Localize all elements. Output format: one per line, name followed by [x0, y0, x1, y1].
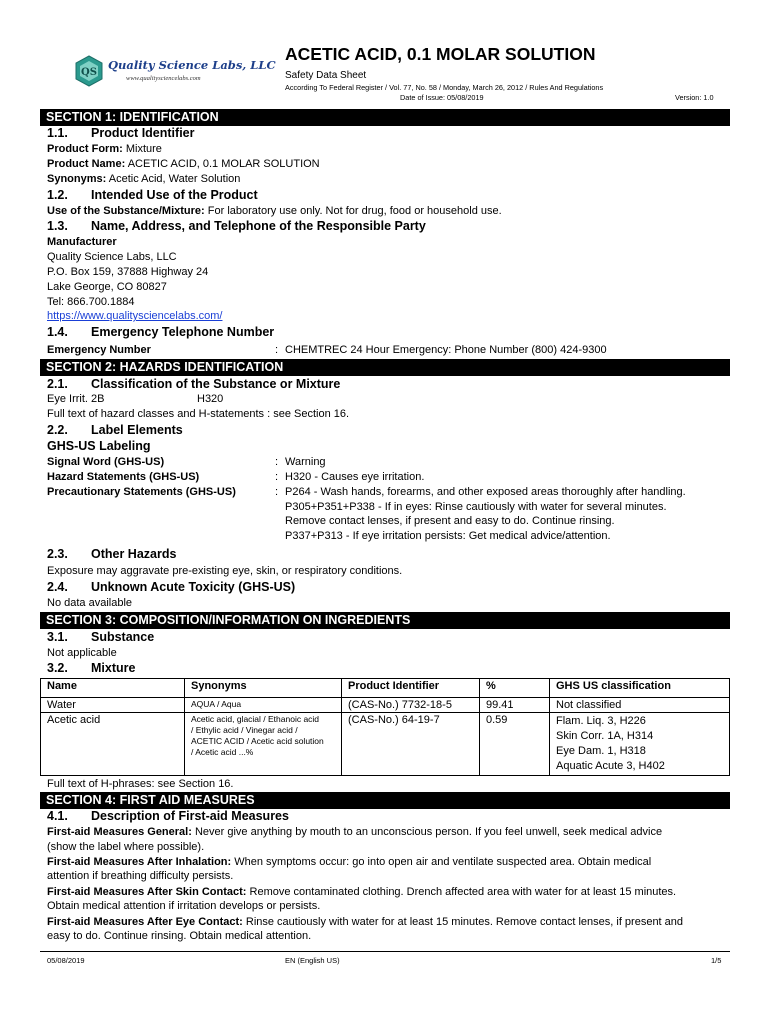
synonym-line: ACETIC ACID / Acetic acid solution [191, 736, 324, 746]
field-label: First-aid Measures After Eye Contact: [47, 916, 243, 928]
field-label: First-aid Measures After Skin Contact: [47, 886, 247, 898]
subsection-title: Product Identifier [91, 126, 195, 140]
cell-synonyms: AQUA / Aqua [185, 698, 342, 713]
cell-percent: 0.59 [480, 713, 550, 776]
product-name [47, 158, 320, 170]
subsection-2-2 [47, 423, 183, 437]
address-line-3: Lake George, CO 80827 [47, 281, 167, 293]
footer-language: EN (English US) [285, 956, 340, 965]
subsection-number: 2.4. [47, 580, 68, 594]
column-header: GHS US classification [550, 679, 730, 698]
subsection-title: Mixture [91, 661, 136, 675]
svg-text:QS: QS [81, 67, 97, 78]
cell-identifier: (CAS-No.) 64-19-7 [342, 713, 480, 776]
subsection-3-2 [47, 661, 135, 675]
cell-percent: 99.41 [480, 698, 550, 713]
table-row [41, 698, 730, 713]
precautionary-statements-label: Precautionary Statements (GHS-US) [47, 486, 236, 498]
first-aid-inhalation [47, 856, 651, 868]
column-header: Synonyms [185, 679, 342, 698]
cell-ghs: Not classified [550, 698, 730, 713]
subsection-number: 4.1. [47, 809, 68, 823]
first-aid-eye [47, 916, 683, 928]
field-value: Remove contaminated clothing. Drench affected area with water for at least 15 minutes. [246, 886, 677, 898]
first-aid-eye-cont: easy to do. Continue rinsing. Obtain medical attention. [47, 930, 312, 942]
field-label: First-aid Measures After Inhalation: [47, 856, 232, 868]
subsection-title: Unknown Acute Toxicity (GHS-US) [91, 580, 296, 594]
subsection-title: Substance [91, 630, 155, 644]
field-label: Product Form: [47, 143, 123, 155]
colon-separator: : [275, 344, 279, 356]
mixture-table [40, 678, 730, 776]
ghs-labeling-heading: GHS-US Labeling [47, 439, 151, 453]
column-header: Product Identifier [342, 679, 480, 698]
section-1-header: SECTION 1: IDENTIFICATION [40, 109, 730, 126]
ghs-line: Flam. Liq. 3, H226 [556, 715, 646, 727]
field-value: Never give anything by mouth to an unconscious person. If you feel unwell, seek medical advice [191, 826, 663, 838]
field-value: When symptoms occur: go into open air and ventilate suspected area. Obtain medical [231, 856, 652, 868]
company-website-link[interactable]: https://www.qualitysciencelabs.com/ [47, 310, 223, 322]
subsection-title: Intended Use of the Product [91, 188, 258, 202]
colon-separator: : [275, 486, 279, 498]
precautionary-statement-4: P337+P313 - If eye irritation persists: Get medical advice/attention. [285, 530, 611, 542]
field-value: Rinse cautiously with water for at least 15 minutes. Remove contact lenses, if present and [242, 916, 684, 928]
precautionary-statement-2: P305+P351+P338 - If in eyes: Rinse cautiously with water for several minutes. [285, 501, 667, 513]
first-aid-general-cont: (show the label where possible). [47, 841, 205, 853]
field-value: Mixture [122, 143, 162, 155]
company-website: www.qualitysciencelabs.com [126, 75, 201, 82]
field-label: Use of the Substance/Mixture: [47, 205, 205, 217]
precautionary-statement-3: Remove contact lenses, if present and easy to do. Continue rinsing. [285, 515, 615, 527]
subsection-title: Label Elements [91, 423, 183, 437]
cell-ghs [550, 713, 730, 776]
subsection-title: Name, Address, and Telephone of the Responsible Party [91, 219, 426, 233]
h-phrases-note: Full text of H-phrases: see Section 16. [47, 778, 234, 790]
emergency-number-value: CHEMTREC 24 Hour Emergency: Phone Number (800) 424-9300 [285, 344, 607, 356]
subsection-title: Other Hazards [91, 547, 177, 561]
cell-name: Acetic acid [41, 713, 185, 776]
regulation-reference: According To Federal Register / Vol. 77, No. 58 / Monday, March 26, 2012 / Rules And Regulations [285, 83, 604, 92]
document-title: ACETIC ACID, 0.1 MOLAR SOLUTION [285, 44, 596, 64]
intended-use [47, 205, 502, 217]
emergency-number-label: Emergency Number [47, 344, 151, 356]
ghs-line: Aquatic Acute 3, H402 [556, 760, 665, 772]
section-2-header: SECTION 2: HAZARDS IDENTIFICATION [40, 359, 730, 376]
subsection-number: 3.2. [47, 661, 68, 675]
precautionary-statement-1: P264 - Wash hands, forearms, and other exposed areas thoroughly after handling. [285, 486, 686, 498]
cell-name: Water [41, 698, 185, 713]
subsection-1-4 [47, 325, 274, 339]
logo-emblem-icon [74, 55, 104, 87]
synonym-line: Acetic acid, glacial / Ethanoic acid [191, 714, 320, 724]
address-line-1: Quality Science Labs, LLC [47, 251, 177, 263]
first-aid-general [47, 826, 662, 838]
subsection-1-2 [47, 188, 258, 202]
field-value: Acetic Acid, Water Solution [106, 173, 241, 185]
hazard-fulltext-note: Full text of hazard classes and H-statements : see Section 16. [47, 408, 350, 420]
subsection-3-1 [47, 630, 154, 644]
company-logo [74, 55, 276, 91]
subsection-2-1 [47, 377, 340, 391]
first-aid-skin [47, 886, 676, 898]
no-data-text: No data available [47, 597, 133, 609]
subsection-number: 2.1. [47, 377, 68, 391]
issue-date: Date of Issue: 05/08/2019 [400, 93, 484, 102]
first-aid-inhalation-cont: attention if breathing difficulty persists. [47, 870, 234, 882]
table-row [41, 713, 730, 776]
signal-word-label: Signal Word (GHS-US) [47, 456, 165, 468]
field-value: ACETIC ACID, 0.1 MOLAR SOLUTION [125, 158, 320, 170]
telephone: Tel: 866.700.1884 [47, 296, 135, 308]
table-header-row [41, 679, 730, 698]
subsection-number: 1.3. [47, 219, 68, 233]
synonym-line: / Ethylic acid / Vinegar acid / [191, 725, 298, 735]
subsection-number: 3.1. [47, 630, 68, 644]
footer-page-number: 1/5 [711, 956, 722, 965]
cell-synonyms [185, 713, 342, 776]
colon-separator: : [275, 471, 279, 483]
footer-divider [40, 951, 730, 952]
other-hazards-text: Exposure may aggravate pre-existing eye, skin, or respiratory conditions. [47, 565, 403, 577]
column-header: % [480, 679, 550, 698]
hazard-class: Eye Irrit. 2B [47, 393, 105, 405]
field-value: For laboratory use only. Not for drug, food or household use. [204, 205, 502, 217]
product-form [47, 143, 162, 155]
synonym-line: / Acetic acid ...% [191, 747, 254, 757]
ghs-line: Skin Corr. 1A, H314 [556, 730, 654, 742]
hazard-code: H320 [197, 393, 224, 405]
section-4-header: SECTION 4: FIRST AID MEASURES [40, 792, 730, 809]
synonyms [47, 173, 240, 185]
signal-word-value: Warning [285, 456, 326, 468]
subsection-1-1 [47, 126, 194, 140]
first-aid-skin-cont: Obtain medical attention if irritation develops or persists. [47, 900, 321, 912]
manufacturer-label: Manufacturer [47, 236, 117, 248]
hazard-statements-value: H320 - Causes eye irritation. [285, 471, 425, 483]
document-type: Safety Data Sheet [285, 70, 367, 81]
subsection-number: 1.4. [47, 325, 68, 339]
not-applicable-text: Not applicable [47, 647, 117, 659]
subsection-title: Description of First-aid Measures [91, 809, 289, 823]
company-name: Quality Science Labs, LLC [108, 58, 276, 72]
subsection-4-1 [47, 809, 289, 823]
field-label: First-aid Measures General: [47, 826, 192, 838]
address-line-2: P.O. Box 159, 37888 Highway 24 [47, 266, 209, 278]
subsection-number: 2.3. [47, 547, 68, 561]
ghs-line: Eye Dam. 1, H318 [556, 745, 646, 757]
subsection-number: 1.2. [47, 188, 68, 202]
subsection-title: Classification of the Substance or Mixture [91, 377, 341, 391]
version: Version: 1.0 [675, 93, 714, 102]
subsection-2-4 [47, 580, 295, 594]
cell-identifier: (CAS-No.) 7732-18-5 [342, 698, 480, 713]
subsection-title: Emergency Telephone Number [91, 325, 275, 339]
subsection-2-3 [47, 547, 176, 561]
colon-separator: : [275, 456, 279, 468]
footer-date: 05/08/2019 [47, 956, 85, 965]
subsection-1-3 [47, 219, 426, 233]
subsection-number: 1.1. [47, 126, 68, 140]
section-3-header: SECTION 3: COMPOSITION/INFORMATION ON INGREDIENTS [40, 612, 730, 629]
field-label: Product Name: [47, 158, 126, 170]
subsection-number: 2.2. [47, 423, 68, 437]
field-label: Synonyms: [47, 173, 107, 185]
column-header: Name [41, 679, 185, 698]
hazard-statements-label: Hazard Statements (GHS-US) [47, 471, 200, 483]
